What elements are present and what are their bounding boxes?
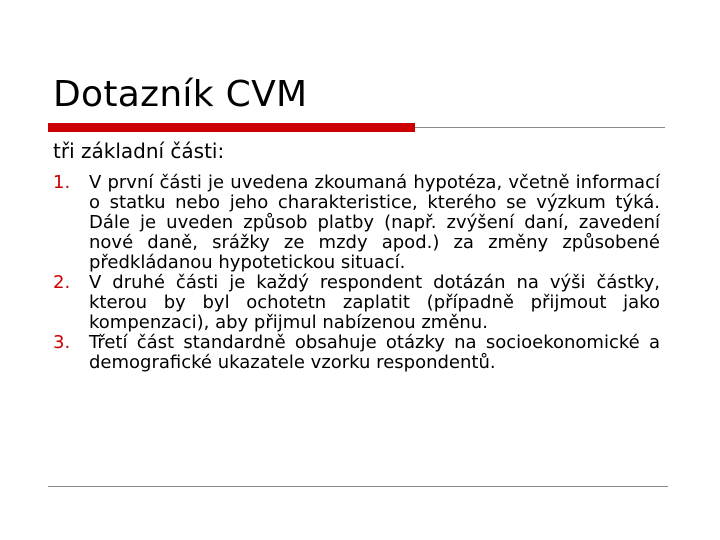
list-item: [53, 273, 660, 333]
footer-divider-line: [48, 486, 668, 487]
list-item: [53, 173, 660, 273]
title-accent-bar: [48, 123, 415, 132]
list-item-text: V první části je uvedena zkoumaná hypotéza, včetně informací o statku nebo jeho charakteristice, kterého se výzkum týká. Dále je uveden způsob platby (např. zvýšení daní, zavedení nové daně, srážky ze mzdy apod.) za změny způsobené předkládanou hypotetickou situací.: [89, 172, 660, 273]
list-item: [53, 333, 660, 373]
numbered-list: [53, 173, 660, 373]
list-item-text: Třetí část standardně obsahuje otázky na socioekonomické a demografické ukazatele vzorku respondentů.: [89, 332, 660, 373]
slide-subtitle: tři základní části:: [53, 139, 225, 163]
list-item-number: 1.: [53, 172, 71, 193]
list-item-text: V druhé části je každý respondent dotázán na výši částky, kterou by byl ochotetn zaplatit (případně přijmout jako kompenzaci), aby přijmul nabízenou změnu.: [89, 272, 660, 333]
list-item-number: 3.: [53, 332, 71, 353]
title-divider-line: [415, 127, 665, 128]
slide-title: Dotazník CVM: [53, 74, 308, 115]
list-item-number: 2.: [53, 272, 71, 293]
